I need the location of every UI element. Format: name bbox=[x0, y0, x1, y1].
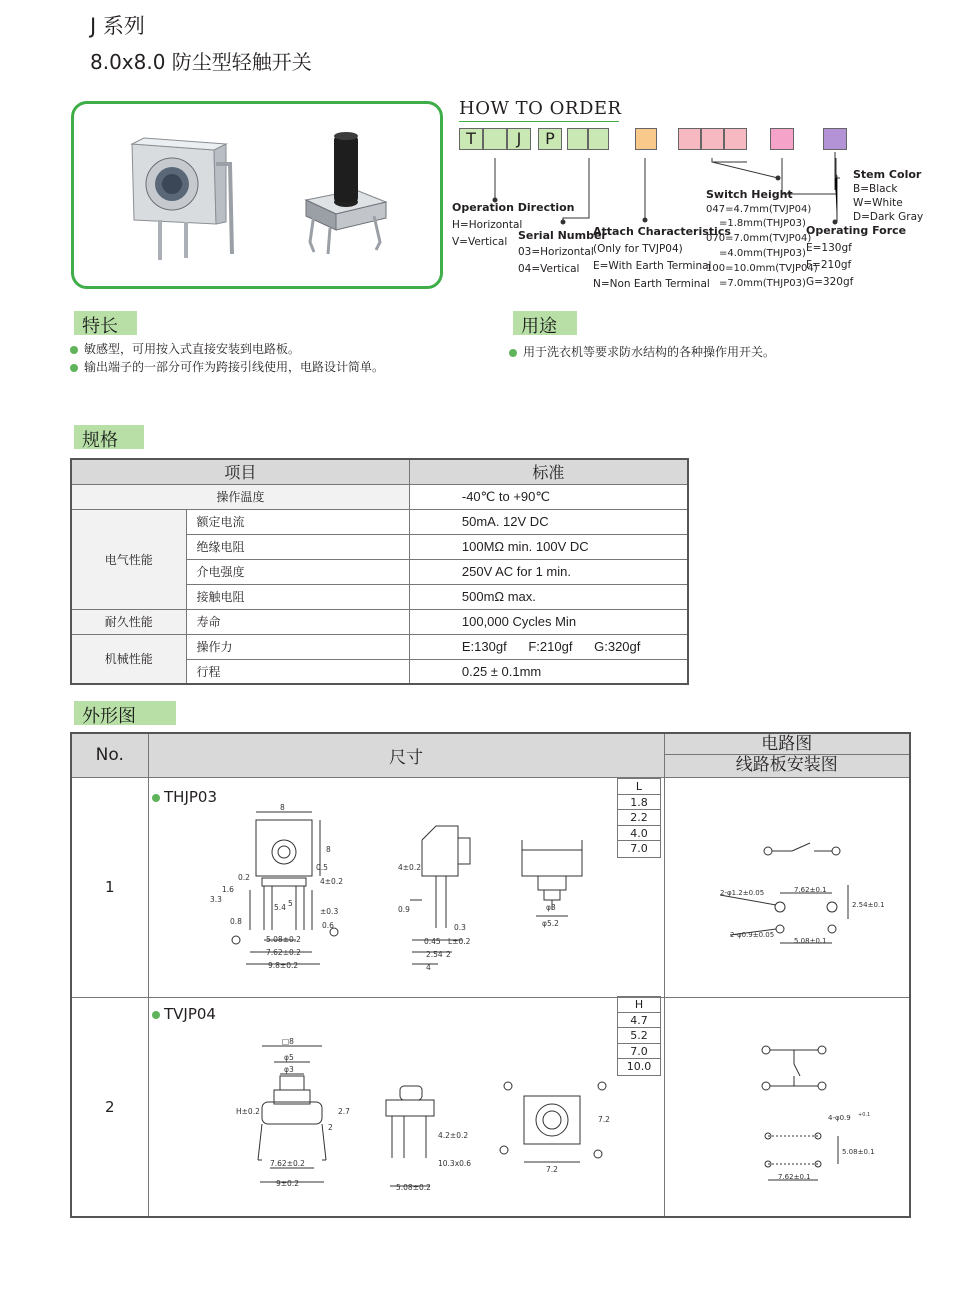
outline-col-pcb-label: 线路板安装图 bbox=[735, 755, 838, 776]
code-box-serial-2 bbox=[588, 128, 609, 150]
spec-group-electrical: 电气性能 bbox=[71, 509, 186, 609]
feature-item-2: 输出端子的一部分可作为跨接引线使用，电路设计简单。 bbox=[70, 358, 384, 375]
spec-item-operating-temp: 操作温度 bbox=[71, 484, 409, 509]
dim-label: 0.6 bbox=[322, 921, 334, 930]
attach-characteristics-n: N=Non Earth Terminal bbox=[593, 278, 710, 290]
outline-col-circuit bbox=[664, 733, 910, 777]
spec-row-operating-temp bbox=[71, 484, 688, 509]
horizontal-switch-photo bbox=[132, 138, 232, 260]
spec-item: 操作力 bbox=[186, 634, 409, 659]
dim-label: H±0.2 bbox=[236, 1107, 260, 1116]
option-value: 1.8 bbox=[618, 795, 660, 811]
option-value: 5.2 bbox=[618, 1028, 660, 1044]
usage-title: 用途 bbox=[513, 311, 577, 335]
operating-force-g: G=320gf bbox=[806, 276, 854, 288]
attach-characteristics-e: E=With Earth Terminal bbox=[593, 260, 712, 272]
pcb-label: 4-φ0.9 bbox=[828, 1114, 851, 1122]
switch-height-100: 100=10.0mm(TVJP04) bbox=[706, 263, 818, 274]
outline-col-circuit-label: 电路图 bbox=[665, 734, 910, 755]
operation-direction-v: V=Vertical bbox=[452, 236, 508, 248]
pcb-label: 5.08±0.1 bbox=[794, 937, 827, 945]
dim-label: 2 bbox=[446, 950, 451, 959]
spec-item: 介电强度 bbox=[186, 559, 409, 584]
dim-label: L±0.2 bbox=[448, 937, 471, 946]
dim-label: 4.2±0.2 bbox=[438, 1131, 469, 1140]
option-header: L bbox=[618, 779, 660, 795]
vertical-switch-photo bbox=[306, 132, 386, 254]
spec-value: 250V AC for 1 min. bbox=[409, 559, 688, 584]
model-name-thjp03: THJP03 bbox=[152, 788, 217, 806]
pcb-label: 2-φ1.2±0.05 bbox=[720, 889, 765, 897]
bullet-dot-icon bbox=[70, 364, 78, 372]
dim-label: φ3 bbox=[546, 903, 556, 912]
pcb-label: 5.08±0.1 bbox=[842, 1148, 875, 1156]
h-options-table bbox=[617, 996, 661, 1076]
thjp03-front-body bbox=[256, 820, 312, 876]
dim-label: 7.62±0.2 bbox=[270, 1159, 305, 1168]
product-photos bbox=[74, 104, 440, 286]
spec-value: 100,000 Cycles Min bbox=[409, 609, 688, 634]
dim-label: 5.4 bbox=[274, 903, 286, 912]
pcb-label: 2-φ0.9±0.05 bbox=[730, 931, 775, 939]
switch-height-070-thjp: =4.0mm(THJP03) bbox=[719, 248, 806, 259]
dim-label: □8 bbox=[282, 1037, 294, 1046]
dim-label: 0.45 bbox=[424, 937, 441, 946]
dim-label: 3.3 bbox=[210, 895, 222, 904]
code-box-blank-1 bbox=[483, 128, 507, 150]
dim-label: 5 bbox=[288, 899, 293, 908]
switch-height-100-thjp: =7.0mm(THJP03) bbox=[719, 278, 806, 289]
l-options-table bbox=[617, 778, 661, 858]
dim-label: ±0.3 bbox=[320, 907, 339, 916]
spec-item: 接触电阻 bbox=[186, 584, 409, 609]
code-box-stem bbox=[823, 128, 847, 150]
dim-label: 4±0.2 bbox=[320, 877, 343, 886]
spec-item: 寿命 bbox=[186, 609, 409, 634]
serial-number-03: 03=Horizontal bbox=[518, 246, 594, 258]
code-box-height-2 bbox=[701, 128, 724, 150]
stem-color-title: Stem Color bbox=[853, 168, 922, 181]
spec-col-standard: 标准 bbox=[409, 459, 688, 484]
switch-height-047: 047=4.7mm(TVJP04) bbox=[706, 204, 812, 215]
series-title: J 系列 bbox=[90, 14, 145, 38]
usage-item-1: 用于洗衣机等要求防水结构的各种操作用开关。 bbox=[509, 343, 775, 360]
row-number: 2 bbox=[71, 997, 148, 1217]
code-box-serial-1 bbox=[567, 128, 588, 150]
spec-value: 500mΩ max. bbox=[409, 584, 688, 609]
spec-value: 50mA. 12V DC bbox=[409, 509, 688, 534]
spec-value: 0.25 ± 0.1mm bbox=[409, 659, 688, 684]
code-box-j: J bbox=[507, 128, 531, 150]
thjp03-circuit-pcb bbox=[700, 835, 900, 955]
dim-label: 7.2 bbox=[546, 1165, 558, 1174]
dim-label: 7.62±0.2 bbox=[266, 948, 301, 957]
dim-label: 5.08±0.2 bbox=[396, 1183, 431, 1192]
spec-item: 行程 bbox=[186, 659, 409, 684]
operating-force-f: F=210gf bbox=[806, 259, 852, 271]
feature-item-1: 敏感型，可用按入式直接安装到电路板。 bbox=[70, 340, 300, 357]
spec-value-operating-temp: -40℃ to +90℃ bbox=[409, 484, 688, 509]
spec-item: 绝缘电阻 bbox=[186, 534, 409, 559]
pcb-label: 7.62±0.1 bbox=[794, 886, 827, 894]
switch-height-047-thjp: =1.8mm(THJP03) bbox=[719, 218, 806, 229]
dim-label: 2.54 bbox=[426, 950, 443, 959]
code-box-p: P bbox=[538, 128, 562, 150]
bullet-dot-icon bbox=[152, 794, 160, 802]
thjp03-dimension-drawing bbox=[200, 800, 620, 980]
product-photo-frame bbox=[71, 101, 443, 289]
bullet-dot-icon bbox=[152, 1011, 160, 1019]
option-value: 10.0 bbox=[626, 1060, 652, 1073]
operating-force-title: Operating Force bbox=[806, 224, 907, 237]
specs-title: 规格 bbox=[74, 425, 144, 449]
dim-label: 1.6 bbox=[222, 885, 234, 894]
tvjp04-dimension-drawing bbox=[200, 1030, 620, 1200]
dim-label: 5.08±0.2 bbox=[266, 935, 301, 944]
code-box-force bbox=[770, 128, 794, 150]
code-box-height-1 bbox=[678, 128, 701, 150]
dim-label: 8 bbox=[280, 803, 285, 812]
stem-color-b: B=Black bbox=[853, 183, 898, 195]
serial-number-title: Serial Number bbox=[518, 229, 607, 242]
dim-label: 2.7 bbox=[338, 1107, 350, 1116]
spec-value: E:130gf F:210gf G:320gf bbox=[409, 634, 688, 659]
option-value: 4.7 bbox=[618, 1013, 660, 1029]
operating-force-e: E=130gf bbox=[806, 242, 852, 254]
option-value: 7.0 bbox=[630, 842, 648, 855]
spec-row bbox=[71, 609, 688, 634]
outline-title: 外形图 bbox=[74, 701, 176, 725]
code-box-attach bbox=[635, 128, 657, 150]
pcb-label: 2.54±0.1 bbox=[852, 901, 885, 909]
serial-number-04: 04=Vertical bbox=[518, 263, 580, 275]
dim-label: 0.9 bbox=[398, 905, 410, 914]
tvjp04-circuit-pcb bbox=[700, 1040, 900, 1190]
stem-color-w: W=White bbox=[853, 197, 903, 209]
spec-col-item: 项目 bbox=[71, 459, 409, 484]
outline-col-size: 尺寸 bbox=[148, 733, 664, 777]
stem-color-d: D=Dark Gray bbox=[853, 211, 924, 223]
option-header: H bbox=[618, 997, 660, 1013]
dim-label: 7.2 bbox=[598, 1115, 610, 1124]
dim-label: 4 bbox=[426, 963, 431, 972]
spec-table bbox=[70, 458, 689, 685]
option-value: 4.0 bbox=[618, 826, 660, 842]
spec-group-mechanical: 机械性能 bbox=[71, 634, 186, 684]
spec-item: 额定电流 bbox=[186, 509, 409, 534]
option-value: 2.2 bbox=[618, 810, 660, 826]
model-name-tvjp04: TVJP04 bbox=[152, 1005, 216, 1023]
spec-value: 100MΩ min. 100V DC bbox=[409, 534, 688, 559]
spec-row bbox=[71, 634, 688, 659]
dim-label: 0.2 bbox=[238, 873, 250, 882]
dim-label: φ5.2 bbox=[542, 919, 559, 928]
spec-row bbox=[71, 509, 688, 534]
spec-header-row bbox=[71, 459, 688, 484]
how-to-order-title: HOW TO ORDER bbox=[459, 98, 622, 119]
features-title: 特长 bbox=[74, 311, 137, 335]
switch-height-title: Switch Height bbox=[706, 188, 793, 201]
dim-label: φ3 bbox=[284, 1065, 294, 1074]
attach-characteristics-note: (Only for TVJP04) bbox=[593, 243, 683, 255]
product-subtitle: 8.0x8.0 防尘型轻触开关 bbox=[90, 50, 312, 74]
dim-label: 9±0.2 bbox=[276, 1179, 299, 1188]
dim-label: 2 bbox=[328, 1123, 333, 1132]
code-box-height-3 bbox=[724, 128, 747, 150]
outline-col-no: No. bbox=[71, 733, 148, 777]
switch-height-070: 070=7.0mm(TVJP04) bbox=[706, 233, 812, 244]
outline-header-row bbox=[71, 733, 910, 777]
operation-direction-title: Operation Direction bbox=[452, 201, 575, 214]
dim-label: 8 bbox=[326, 845, 331, 854]
code-box-t: T bbox=[459, 128, 483, 150]
spec-group-durability: 耐久性能 bbox=[71, 609, 186, 634]
attach-characteristics-title: Attach Characteristics bbox=[593, 225, 731, 238]
pcb-label: 7.62±0.1 bbox=[778, 1173, 811, 1181]
dim-label: φ5 bbox=[284, 1053, 294, 1062]
option-value: 7.0 bbox=[618, 1044, 660, 1060]
row-number: 1 bbox=[71, 777, 148, 997]
dim-label: 0.5 bbox=[316, 863, 328, 872]
dim-label: 4±0.2 bbox=[398, 863, 421, 872]
dim-label: 0.8 bbox=[230, 917, 242, 926]
pcb-label: +0.1 bbox=[858, 1112, 871, 1118]
how-to-order-underline bbox=[459, 121, 619, 122]
dim-label: 10.3x0.6 bbox=[438, 1159, 472, 1168]
operation-direction-h: H=Horizontal bbox=[452, 219, 523, 231]
dim-label: 9.8±0.2 bbox=[268, 961, 299, 970]
dim-label: 0.3 bbox=[454, 923, 466, 932]
bullet-dot-icon bbox=[70, 346, 78, 354]
bullet-dot-icon bbox=[509, 349, 517, 357]
